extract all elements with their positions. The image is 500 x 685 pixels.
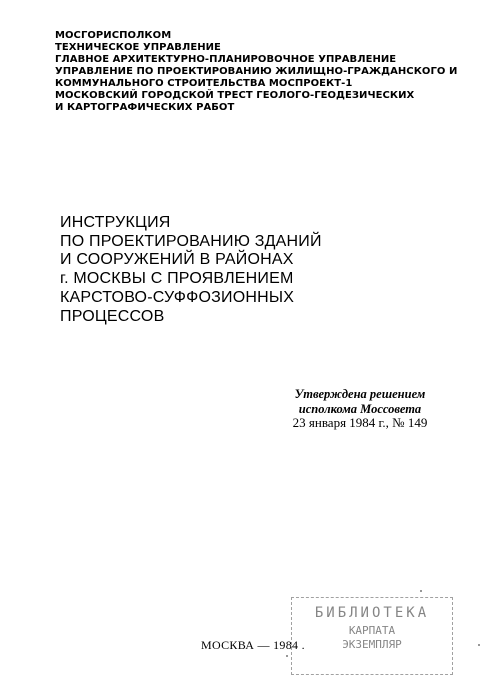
scan-speck [286,655,288,657]
issuing-organizations [55,30,475,114]
org-line-design-department: УПРАВЛЕНИЕ ПО ПРОЕКТИРОВАНИЮ ЖИЛИЩНО-ГРАЖДАНСКОГО И [55,66,458,77]
stamp-line-name: КАРПАТА [348,624,396,637]
org-line-geodesy-trust: МОСКОВСКИЙ ГОРОДСКОЙ ТРЕСТ ГЕОЛОГО-ГЕОДЕЗИЧЕСКИХ [55,90,415,101]
stamp-line-library: БИБЛИОТЕКА [314,605,430,621]
org-line-mosgorispolkom: МОСГОРИСПОЛКОМ [55,30,172,41]
org-line-cartography-works: И КАРТОГРАФИЧЕСКИХ РАБОТ [55,102,235,113]
title-line: И СООРУЖЕНИЙ В РАЙОНАХ [60,251,294,269]
scan-speck [420,590,422,592]
document-title [60,214,480,326]
title-line: ПРОЦЕССОВ [60,307,165,325]
stamp-line-copy: ЭКЗЕМПЛЯР [342,638,402,651]
title-line: г. МОСКВЫ С ПРОЯВЛЕНИЕМ [60,270,294,288]
title-line: ИНСТРУКЦИЯ [60,214,171,231]
library-stamp [291,597,453,675]
scan-speck [478,644,480,646]
org-line-main-architecture-department: ГЛАВНОЕ АРХИТЕКТУРНО-ПЛАНИРОВОЧНОЕ УПРАВЛЕНИЕ [55,54,397,65]
org-line-mosproekt: КОММУНАЛЬНОГО СТРОИТЕЛЬСТВА МОСПРОЕКТ-1 [55,78,353,89]
title-line: ПО ПРОЕКТИРОВАНИЮ ЗДАНИЙ [60,232,322,250]
title-line: КАРСТОВО-СУФФОЗИОННЫХ [60,288,295,306]
publication-place-year: МОСКВА — 1984 . [201,638,305,652]
approval-line-executive-committee: исполкома Моссовета [298,401,422,416]
approval-note [260,387,460,431]
approval-line-decision: Утверждена решением [294,387,426,401]
org-line-technical-department: ТЕХНИЧЕСКОЕ УПРАВЛЕНИЕ [55,42,221,53]
approval-line-date-number: 23 января 1984 г., № 149 [292,415,428,430]
